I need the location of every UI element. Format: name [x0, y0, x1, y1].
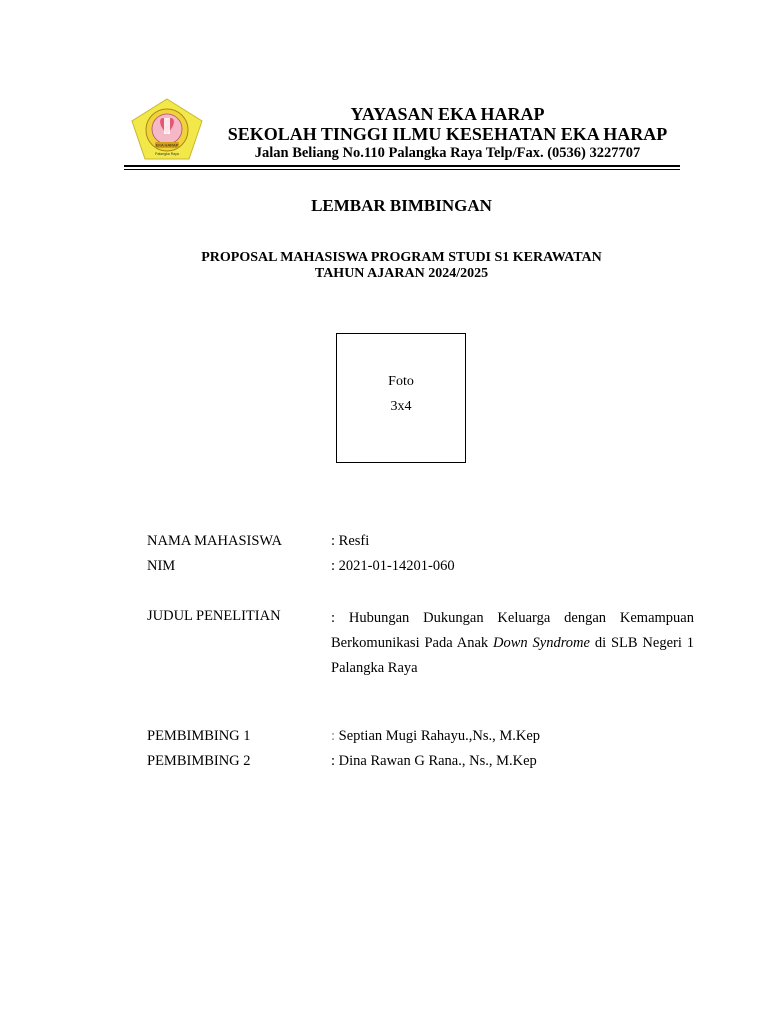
school-address: Jalan Beliang No.110 Palangka Raya Telp/Fax. (0536) 3227707 — [254, 145, 641, 161]
pembimbing1-label: PEMBIMBING 1 — [147, 728, 251, 744]
foundation-name: YAYASAN EKA HARAP — [350, 104, 545, 124]
pembimbing2-value: : Dina Rawan G Rana., Ns., M.Kep — [331, 753, 537, 769]
photo-placeholder-box — [336, 333, 466, 463]
nim-label: NIM — [147, 558, 176, 574]
judul-text-part2: di SLB Negeri 1 Palangka Raya — [331, 635, 695, 676]
pembimbing1-value — [331, 727, 540, 745]
document-title: LEMBAR BIMBINGAN — [311, 196, 492, 215]
document-subtitle-line1: PROPOSAL MAHASISWA PROGRAM STUDI S1 KERAWATAN — [201, 250, 602, 265]
pembimbing1-name: Septian Mugi Rahayu.,Ns., M.Kep — [335, 728, 541, 744]
document-subtitle-line2: TAHUN AJARAN 2024/2025 — [314, 266, 489, 281]
school-logo — [131, 98, 203, 160]
nama-value: : Resfi — [331, 533, 370, 549]
header-divider-thin — [124, 169, 680, 170]
logo-bottom-text: Palangka Raya — [155, 152, 179, 156]
photo-label: Foto — [388, 374, 414, 389]
nama-label: NAMA MAHASISWA — [147, 533, 282, 549]
judul-text-italic: Down Syndrome — [493, 635, 590, 651]
nim-value: : 2021-01-14201-060 — [331, 558, 455, 574]
judul-text-part1: : Hubungan Dukungan Keluarga dengan Kemampuan Berkomunikasi Pada Anak — [331, 610, 694, 651]
photo-size: 3x4 — [390, 399, 412, 414]
logo-banner-text: EKA HARAP — [155, 142, 179, 148]
pembimbing2-label: PEMBIMBING 2 — [147, 753, 251, 769]
header-divider-thick — [124, 165, 680, 167]
judul-label: JUDUL PENELITIAN — [147, 608, 281, 624]
school-name: SEKOLAH TINGGI ILMU KESEHATAN EKA HARAP — [227, 124, 668, 144]
judul-value — [331, 606, 694, 681]
pembimbing1-colon: : — [331, 728, 336, 744]
